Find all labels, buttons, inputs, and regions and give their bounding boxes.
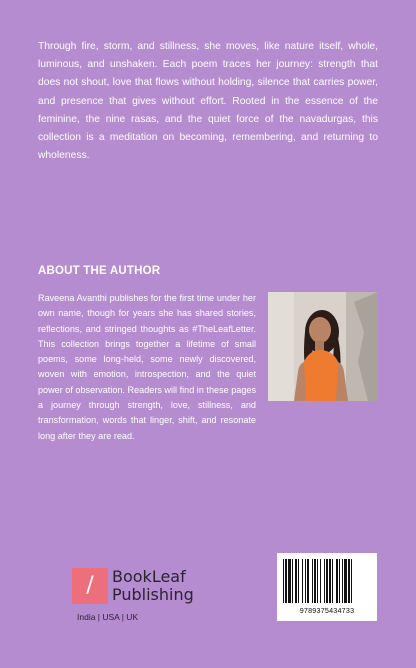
barcode-bar — [324, 559, 325, 603]
barcode-bar — [307, 559, 309, 603]
isbn-barcode — [277, 553, 377, 621]
barcode-bar — [320, 559, 321, 603]
publisher-name-line2: Publishing — [112, 585, 194, 604]
barcode-bar — [314, 559, 316, 603]
barcode-bar — [348, 559, 350, 603]
barcode-bar — [283, 559, 284, 603]
barcode-bars-graphic — [282, 559, 372, 603]
barcode-bar — [317, 559, 318, 603]
barcode-bar — [329, 559, 331, 603]
book-blurb: Through fire, storm, and stillness, she moves, like nature itself, whole, luminous, and unshaken. Each poem traces her journey: strength that does not shout, love that flows without holding, silence that carries power, and presence that gives without effort. Rooted in the essence of the feminine, the nine rasas, and the quiet force of the navadurgas, this collection is a meditation on becoming, remembering, and returning to wholeness. — [38, 41, 378, 162]
bookleaf-publishing-logo — [72, 568, 212, 628]
barcode-bar — [288, 559, 291, 603]
barcode-bar — [339, 559, 340, 603]
about-author-heading: ABOUT THE AUTHOR — [38, 265, 161, 277]
barcode-bar — [285, 559, 287, 603]
barcode-bar — [326, 559, 328, 603]
bookleaf-logo-mark — [72, 568, 108, 604]
publisher-name-line1: BookLeaf — [112, 567, 186, 586]
barcode-bar — [342, 559, 343, 603]
barcode-bar — [305, 559, 306, 603]
barcode-bar — [332, 559, 333, 603]
barcode-bar — [344, 559, 347, 603]
author-bio: Raveena Avanthi publishes for the first time under her own name, though for years she has shared stories, reflections, and stringed thoughts as #TheLeafLetter. This collection brings together a lifetime of small poems, some long-held, some newly discovered, woven with emotion, introspection, and the quiet power of observation. Readers will find in these pages a journey through strength, love, stillness, and transformation, words that linger, shift, and resonate long after they are read. — [38, 293, 256, 441]
barcode-bar — [298, 559, 299, 603]
isbn-number: 9789375434733 — [299, 606, 355, 615]
barcode-bar — [336, 559, 338, 603]
author-photo-illustration — [268, 292, 378, 401]
barcode-bar — [351, 559, 352, 603]
barcode-bar — [302, 559, 303, 603]
logo-slash-icon: / — [86, 573, 94, 598]
author-photo — [268, 292, 378, 401]
publisher-regions: India | USA | UK — [77, 612, 139, 622]
barcode-bar — [312, 559, 313, 603]
barcode-bar — [292, 559, 293, 603]
barcode-bar — [295, 559, 297, 603]
